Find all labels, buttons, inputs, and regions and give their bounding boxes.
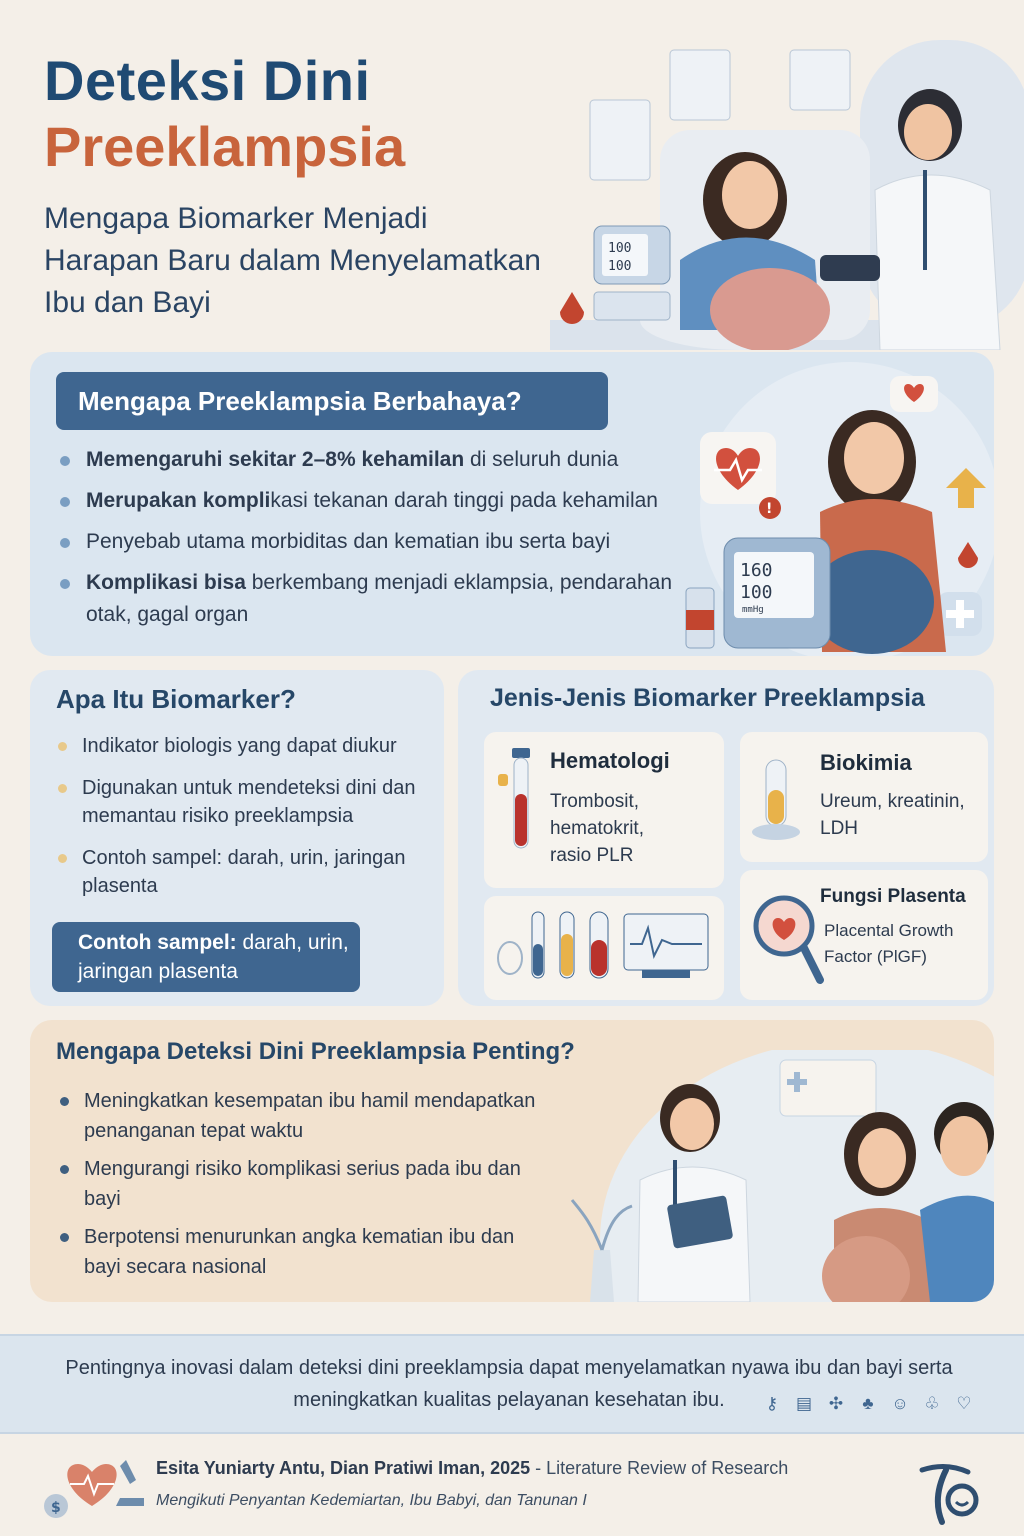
list-item: Komplikasi bisa berkembang menjadi eklampsia, pendarahan otak, gagal organ (60, 567, 700, 631)
types-heading: Jenis-Jenis Biomarker Preeklampsia (490, 684, 925, 712)
hero-illustration (530, 30, 1024, 350)
list-item: Mengurangi risiko komplikasi serius pada ibu dan bayi (56, 1154, 536, 1214)
lab-equipment-icon (492, 904, 716, 994)
hematologi-text: Trombosit, hematokrit, rasio PLR (550, 791, 644, 866)
svg-text:$: $ (51, 1500, 61, 1516)
sample-callout: Contoh sampel: darah, urin, jaringan plasenta (52, 922, 360, 992)
danger-list (60, 444, 700, 640)
heart-icon (700, 432, 776, 504)
hematologi-title: Hematologi (550, 748, 670, 773)
page-subtitle: Mengapa Biomarker Menjadi Harapan Baru dalam Menyelamatkan Ibu dan Bayi (44, 202, 541, 319)
list-item: Meningkatkan kesempatan ibu hamil mendapatkan penanganan tepat waktu (56, 1086, 536, 1146)
face-icon: ☺ (891, 1394, 909, 1413)
summary-text: Pentingnya inovasi dalam deteksi dini preeklampsia dapat menyelamatkan nyawa ibu dan bayi serta meningkatkan kualitas pelayanan kesehatan ibu. (65, 1357, 953, 1411)
list-item: Contoh sampel: darah, urin, jaringan plasenta (54, 844, 444, 900)
document-icon: ▤ (795, 1394, 813, 1413)
monitor-bottom-value: 100 (608, 259, 632, 274)
list-item: Merupakan komplikasi tekanan darah tinggi pada kehamilan (60, 485, 700, 517)
summary-banner (0, 1334, 1024, 1434)
biomarker-heading: Apa Itu Biomarker? (56, 684, 296, 714)
test-tube-icon (750, 756, 802, 842)
magnifier-icon (750, 892, 824, 988)
mother-baby-logo-icon (912, 1458, 982, 1528)
page-title-line1: Deteksi Dini (44, 49, 371, 112)
list-item: Digunakan untuk mendeteksi dini dan memantau risiko preeklampsia (54, 774, 444, 830)
importance-heading: Mengapa Deteksi Dini Preeklampsia Penting? (56, 1038, 575, 1065)
biomarker-list (54, 732, 444, 914)
plasenta-title: Fungsi Plasenta (820, 886, 966, 907)
bp-diastolic: 100 (740, 582, 773, 603)
doctor-couple-illustration (550, 1050, 994, 1302)
footer-heart-microscope-icon (40, 1450, 150, 1522)
danger-section (30, 352, 994, 656)
biomarker-types-section (458, 670, 994, 1006)
list-item: Indikator biologis yang dapat diukur (54, 732, 444, 760)
list-item: Berpotensi menurunkan angka kematian ibu dan bayi secara nasional (56, 1222, 536, 1282)
pregnant-woman-illustration (650, 362, 994, 656)
blood-tube-icon (494, 744, 538, 854)
biomarker-section (30, 670, 444, 1006)
importance-list (56, 1086, 536, 1290)
monitor-top-value: 100 (608, 241, 632, 256)
dna-icon: ✣ (828, 1394, 844, 1413)
tagline: Mengikuti Penyantan Kedemiartan, Ibu Babyi, dan Tanunan I (156, 1492, 587, 1509)
plasenta-text: Placental Growth Factor (PlGF) (824, 921, 954, 966)
heart-hand-icon: ♡ (956, 1394, 972, 1413)
svg-text:!: ! (766, 501, 773, 517)
lab-equipment-card (484, 896, 724, 1000)
bp-systolic: 160 (740, 560, 773, 581)
citation: Esita Yuniarty Antu, Dian Pratiwi Iman, 2025 - Literature Review of Research (156, 1458, 789, 1478)
plasenta-card (740, 870, 988, 1000)
blood-drop-icon (560, 292, 584, 324)
key-icon: ⚷ (765, 1394, 779, 1413)
biokimia-title: Biokimia (820, 750, 912, 775)
bp-unit: mmHg (742, 605, 764, 615)
list-item: Memengaruhi sekitar 2–8% kehamilan di seluruh dunia (60, 444, 700, 476)
footer (0, 1440, 1024, 1536)
danger-heading: Mengapa Preeklampsia Berbahaya? (56, 372, 608, 430)
biokimia-card (740, 732, 988, 862)
pregnancy-icon: ♣ (862, 1394, 874, 1413)
hematologi-card (484, 732, 724, 888)
importance-section (30, 1020, 994, 1302)
lungs-icon: ♧ (924, 1394, 940, 1413)
list-item: Penyebab utama morbiditas dan kematian ibu serta bayi (60, 526, 700, 558)
biokimia-text: Ureum, kreatinin, LDH (820, 791, 965, 839)
summary-icon-row (762, 1394, 974, 1414)
page-title-line2: Preeklampsia (44, 115, 406, 178)
